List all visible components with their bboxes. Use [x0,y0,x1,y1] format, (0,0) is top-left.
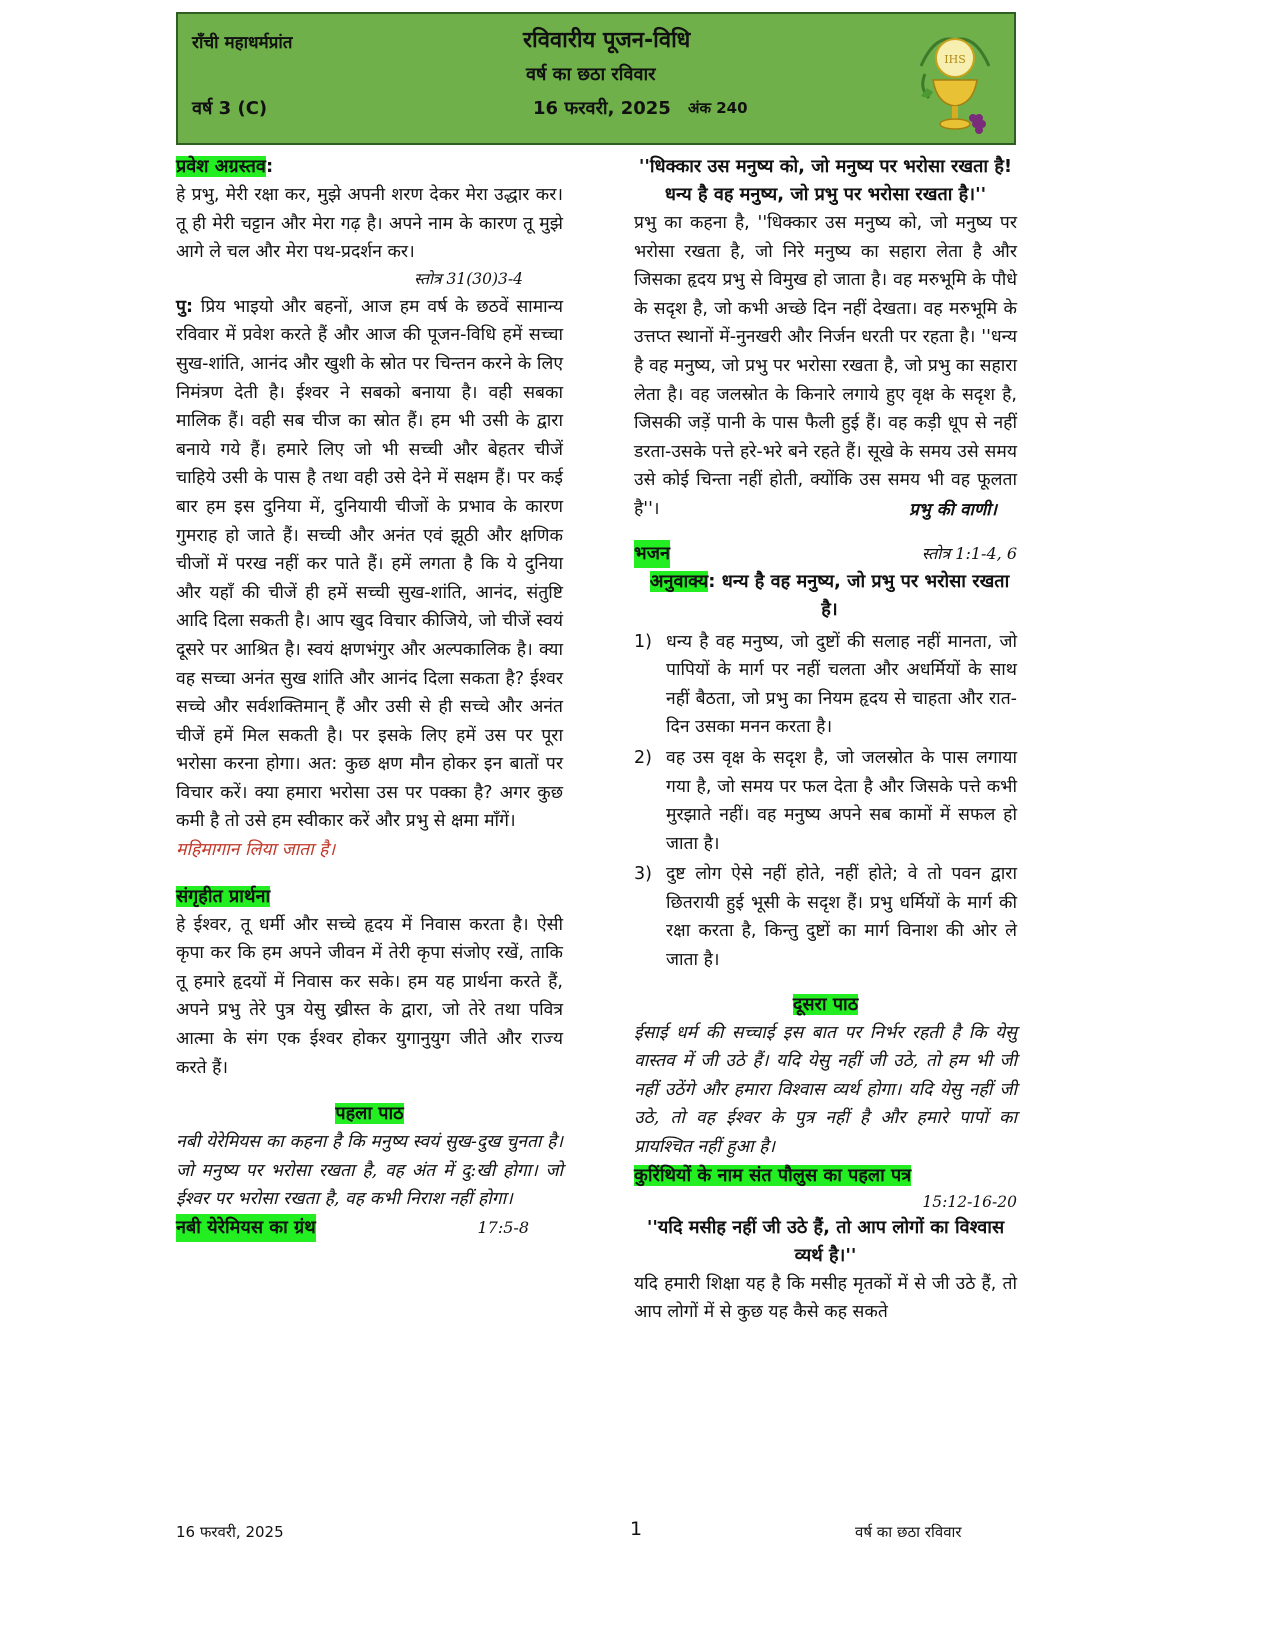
entrance-antiphon-heading: प्रवेश अग्रस्तव: [176,156,274,177]
chalice-host-icon [915,26,995,136]
psalm-verse: 3) दुष्ट लोग ऐसे नहीं होते, नहीं होते; वे तो पवन द्वारा छितरायी हुई भूसी के सदृश हैं। प्रभु धर्मियों के मार्ग की रक्षा करता है, किन्तु दुष्टों का मार्ग विनाश की ओर ले जाता है। [634,864,1017,971]
entrance-antiphon-reference: स्तोत्र 31(30)3-4 [414,269,523,288]
second-reading-reference: 15:12-16-20 [922,1192,1017,1211]
psalm-verse: 2) वह उस वृक्ष के सदृश है, जो जलस्रोत के पास लगाया गया है, जो समय पर फल देता है और जिसके पत्ते कभी मुरझाते नहीं। वह मनुष्य अपने सब कामों में सफल हो जाता है। [634,747,1017,854]
first-reading-quote: ''धिक्कार उस मनुष्य को, जो मनुष्य पर भरोसा रखता है! धन्य है वह मनुष्य, जो प्रभु पर भरोसा रखता है।'' [638,156,1013,205]
first-reading-reference: 17:5-8 [477,1218,529,1237]
psalm-response [634,568,1017,624]
psalm-response-label: अनुवाक्य [649,570,709,592]
issue-number: अंक 240 [688,99,748,117]
collect-text: हे ईश्वर, तू धर्मी और सच्चे हृदय में निवास करता है। ऐसी कृपा कर कि हम अपने जीवन में तेरी कृपा संजोए रखें, ताकि तू हमारे हृदयों में निवास कर सके। हम यह प्रार्थना करते हैं, अपने प्रभु तेरे पुत्र येसु ख्रीस्त के द्वारा, जो तेरे तथा पवित्र आत्मा के संग एक ईश्वर होकर युगानुयुग जीते और राज्य करते हैं। [176,914,563,1078]
first-reading-summary: नबी येरेमियस का कहना है कि मनुष्य स्वयं सुख-दुख चुनता है। जो मनुष्य पर भरोसा रखता है, वह अंत में दु:खी होगा। जो ईश्वर पर भरोसा रखता है, वह कभी निराश नहीं होगा। [176,1132,563,1210]
psalm-heading-row [634,540,1017,568]
second-reading-text: यदि हमारी शिक्षा यह है कि मसीह मृतकों में से जी उठे हैं, तो आप लोगों में से कुछ यह कैसे कह सकते [634,1273,1017,1323]
first-reading-closing-row [634,496,1017,524]
left-column [176,153,563,1242]
entrance-antiphon-text: हे प्रभु, मेरी रक्षा कर, मुझे अपनी शरण देकर मेरा उद्धार कर। तू ही मेरी चट्टान और मेरा गढ़ है। अपने नाम के कारण तू मुझे आगे ले चल और मेरा पथ-प्रदर्शन कर। [176,185,563,263]
psalm-verse: 1) धन्य है वह मनुष्य, जो दुष्टों की सलाह नहीं मानता, जो पापियों के मार्ग पर नहीं चलता और अधर्मियों के साथ नहीं बैठता, जो प्रभु का नियम हृदय से चाहता और रात-दिन उसका मनन करता है। [634,631,1017,738]
liturgical-year: वर्ष 3 (C) [192,98,268,119]
footer-title: वर्ष का छठा रविवार [855,1523,962,1541]
second-reading-book-row [634,1162,1017,1190]
psalm-reference: स्तोत्र 1:1-4, 6 [921,543,1017,563]
second-reading-book: कुरिंथियों के नाम संत पौलुस का पहला पत्र [634,1164,912,1186]
second-reading-quote: ''यदि मसीह नहीं जी उठे हैं, तो आप लोगों का विश्वास व्यर्थ है।'' [646,1216,1005,1266]
bulletin-title: रविवारीय पूजन-विधि [523,28,691,53]
first-reading-text: प्रभु का कहना है, ''धिक्कार उस मनुष्य को, जो मनुष्य पर भरोसा रखता है, जो निरे मनुष्य का सहारा लेता है और जिसका हृदय प्रभु से विमुख हो जाता है। वह मरुभूमि के पौधे के सदृश है, जो कभी अच्छे दिन नहीं देखता। वह मरुभूमि के उत्तप्त स्थानों में-नुनखरी और निर्जन धरती पर रहता है। ''धन्य है वह मनुष्य, जो प्रभु पर भरोसा रखता है, जो प्रभु का सहारा लेता है। वह जलस्रोत के किनारे लगाये हुए वृक्ष के सदृश है, जिसकी जड़ें पानी के पास फैली हुई हैं। वह कड़ी धूप से नहीं डरता-उसके पत्ते हरे-भरे बने रहते हैं। सूखे के समय उसे समय उसे कोई चिन्ता नहीं होती, क्योंकि उस समय भी वह फूलता है''। [634,213,1017,519]
right-column [634,153,1017,1327]
sunday-name: वर्ष का छठा रविवार [526,64,656,85]
second-reading-heading: दूसरा पाठ [792,993,859,1015]
first-reading-source [176,1214,563,1242]
archdiocese-name: राँची महाधर्मप्रांत [192,33,293,53]
first-reading-closing: प्रभु की वाणी। [909,499,997,520]
psalm-verses [634,628,1017,975]
priest-label: पु: [176,296,193,317]
psalm-response-text: : धन्य है वह मनुष्य, जो प्रभु पर भरोसा रखता है। [708,570,1010,620]
gloria-rubric: महिमागान लिया जाता है। [176,840,336,861]
second-reading-summary: ईसाई धर्म की सच्चाई इस बात पर निर्भर रहती है कि येसु वास्तव में जी उठे हैं। यदि येसु नहीं जी उठे, तो हम भी जी नहीं उठेंगे और हमारा विश्वास व्यर्थ होगा। यदि येसु नहीं जी उठे, तो वह ईश्वर के पुत्र नहीं है और हमारे पापों का प्रायश्चित नहीं हुआ है। [634,1022,1017,1158]
footer-date: 16 फरवरी, 2025 [176,1523,284,1541]
svg-text:IHS: IHS [944,53,966,66]
introduction-text: प्रिय भाइयो और बहनों, आज हम वर्ष के छठवें सामान्य रविवार में प्रवेश करते हैं और आज की पूजन-विधि हमें सच्चा सुख-शांति, आनंद और खुशी के स्रोत पर चिन्तन करने के लिए निमंत्रण देती है। ईश्वर ने सबको बनाया है। वही सबका मालिक हैं। वही सब चीज का स्रोत हैं। हम भी उसी के द्वारा बनाये गये हैं। हमारे लिए जो भी सच्ची और बेहतर चीजें चाहिये उसी के पास है तथा वही उसे देने में सक्षम हैं। पर कई बार हम इस दुनिया में, दुनियायी चीजों के प्रभाव के कारण गुमराह हो जाते हैं। सच्ची और अनंत एवं झूठी और क्षणिक चीजों में परख नहीं कर पाते हैं। हमें लगता है कि ये दुनिया और यहाँ की चीजें ही हमें सच्ची सुख-शांति, आनंद, संतुष्टि आदि दिला सकती है। आप खुद विचार कीजिये, जो चीजें स्वयं दूसरे पर आश्रित है। स्वयं क्षणभंगुर और अल्पकालिक है। क्या वह सच्चा अनंत सुख शांति और आनंद दिला सकता है? ईश्वर सच्चे और सर्वशक्तिमान् हैं और उसी से ही सच्चे और अनंत चीजें हमें मिल सकती है। पर इसके लिए हमें उस पर पूरा भरोसा करना होगा। अत: कुछ क्षण मौन होकर इन बातों पर विचार करें। क्या हमारा भरोसा उस पर पक्का है? अगर कुछ कमी है तो उसे हम स्वीकार करें और प्रभु से क्षमा माँगें। [176,296,563,832]
header-banner [176,12,1016,145]
psalm-heading: भजन [634,540,670,568]
first-reading-heading: पहला पाठ [335,1103,404,1125]
first-reading-book: नबी येरेमियस का ग्रंथ [176,1214,316,1242]
introduction-paragraph [176,293,563,836]
collect-heading: संगृहीत प्रार्थना [176,885,271,907]
issue-date: 16 फरवरी, 2025 [533,98,671,119]
page-number: 1 [630,1518,643,1540]
